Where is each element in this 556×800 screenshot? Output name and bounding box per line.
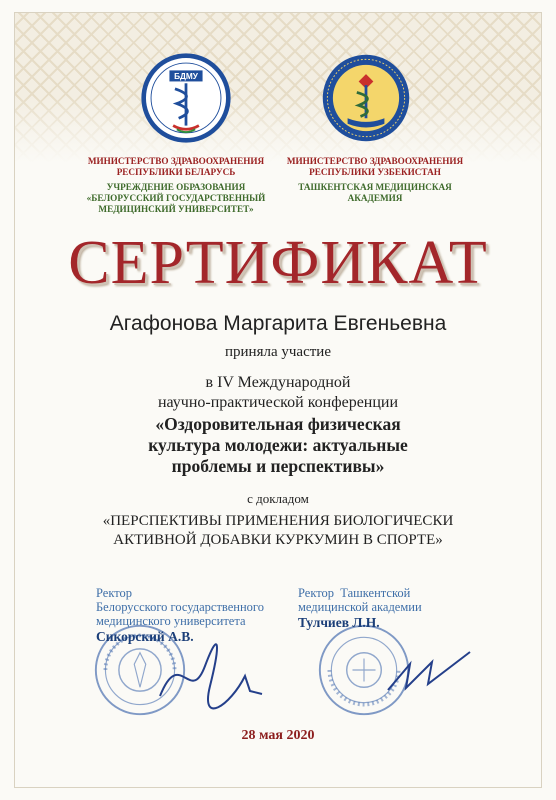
tma-logo [320,52,412,144]
certificate-date: 28 мая 2020 [241,728,315,743]
bsmu-logo [140,52,232,144]
signatory-left: Ректор Белорусского государственного медицинского университета Сикорский А.В. [96,586,264,644]
svg-text:БДМУ: БДМУ [174,72,198,82]
with-report-text: с докладом [247,491,309,506]
signatory-right: Ректор Ташкентской медицинской академии Тулчиев Л.Н. [298,586,422,630]
took-part-text: приняла участие [225,344,331,360]
signature-right-handwriting [380,644,480,704]
report-title: «ПЕРСПЕКТИВЫ ПРИМЕНЕНИЯ БИОЛОГИЧЕСКИ АКТИВНОЙ ДОБАВКИ КУРКУМИН В СПОРТЕ» [102,513,454,548]
conference-line-2: научно-практической конференции [157,394,399,411]
conference-topic: «Оздоровительная физическая культура молодежи: актуальные проблемы и перспективы» [148,414,408,476]
certificate-title: СЕРТИФИКАТ [68,229,488,297]
conference-line-1: в IV Международной [205,374,351,391]
signature-left-handwriting [150,636,270,716]
recipient-name: Агафонова Маргарита Евгеньевна [109,312,447,335]
org-left-text: МИНИСТЕРСТВО ЗДРАВООХРАНЕНИЯ РЕСПУБЛИКИ БЕЛАРУСЬ УЧРЕЖДЕНИЕ ОБРАЗОВАНИЯ «БЕЛОРУССКИЙ ГОСУДАРСТВЕННЫЙ МЕДИЦИНСКИЙ УНИВЕРСИТЕТ» [86,156,266,214]
org-right-text: МИНИСТЕРСТВО ЗДРАВООХРАНЕНИЯ РЕСПУБЛИКИ УЗБЕКИСТАН ТАШКЕНТСКАЯ МЕДИЦИНСКАЯ АКАДЕМИЯ [286,156,464,203]
